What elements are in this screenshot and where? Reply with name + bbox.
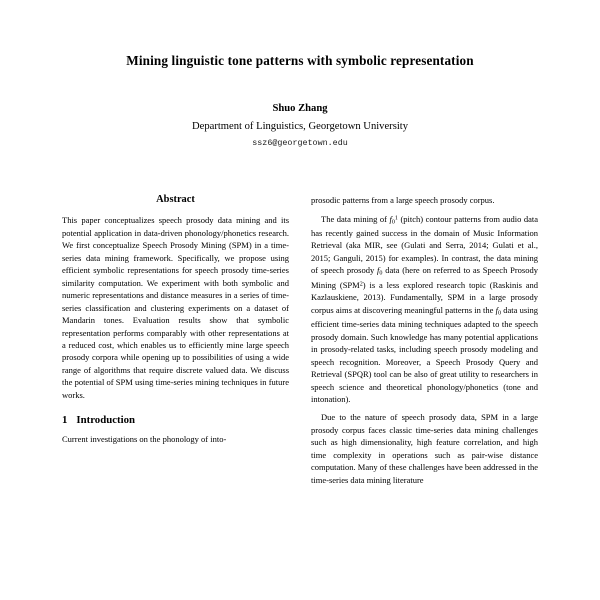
left-column: [62, 194, 289, 492]
section-number: 1: [62, 414, 68, 427]
right-col-paragraph-3: Due to the nature of speech prosody data, SPM in a large prosody corpus faces classic time-series data mining challenges such as high dimensionality, high feature correlation, and high time complexity in operations such as pair-wise distance computation. Many of these challenges have been addressed in the time-series data mining literature: [311, 412, 538, 485]
author-affiliation: Department of Linguistics, Georgetown University: [191, 121, 409, 133]
p2-seg-2: (pitch) contour patterns from audio data has recently gained success in the domain of Music Information Retrieval (aka MIR, see (Gulati and Serra, 2014; Gulati et al., 2015; Ganguli, 2015) for examples). In contrast, the data mining of speech prosody: [311, 213, 538, 276]
page-title: Mining linguistic tone patterns with symbolic representation: [126, 53, 474, 68]
p2-footnote-marker-2: 2: [359, 281, 363, 288]
p2-seg-1: The data mining of: [321, 213, 390, 224]
author-name: Shuo Zhang: [272, 103, 328, 115]
p2-seg-4: ) is a less explored research topic (Raskinis and Kazlauskiene, 2013). Fundamentally, SPM in a large prosody corpus aims at discovering meaningful patterns in the: [311, 279, 539, 315]
right-column: [311, 194, 538, 492]
p2-f0-subscript: 0: [391, 218, 395, 225]
author-block: [62, 103, 538, 148]
right-col-paragraph-2: [311, 213, 538, 406]
introduction-paragraph-1: Current investigations on the phonology of into-: [62, 434, 227, 445]
p2-seg-5: data using efficient time-series data mining techniques adapted to the speech prosody domain. Such knowledge has many potential applications in prosody-related tasks, including speech prosody modeling and speech recognition. Moreover, a Speech Prosody Query and Retrieval (SPQR) tool can be also of great utility to researchers in speech science and theoretical phonology/phonetics (tone and intonation).: [311, 304, 538, 404]
p2-f0-symbol: f: [389, 213, 392, 224]
p2-seg-3: data (here on referred to as Speech Prosody Mining (SPM: [311, 265, 538, 290]
section-heading-introduction: [62, 414, 289, 426]
section-title: Introduction: [76, 414, 136, 427]
p2-f0-symbol-3: f: [495, 304, 498, 315]
right-col-continuation: prosodic patterns from a large speech prosody corpus.: [311, 195, 495, 206]
p2-f0-subscript-3: 0: [497, 310, 502, 317]
abstract-text: This paper conceptualizes speech prosody data mining and its potential application in data-driven phonology/phonetics research. We first conceptualize Speech Prosody Mining (SPM) in a time-series data mining framework. Specifically, we propose using efficient symbolic representations for speech prosody time-series similarity computation. We experiment with both symbolic and numeric representations and distance measures in a series of time-series classification and clustering experiments on a dataset of Mandarin tones. Evaluation results show that symbolic representation performs comparably with other representations at a reduced cost, which enables us to efficiently mine large speech prosody corpora while opening up to possibilities of using a wide range of algorithms that require discrete valued data. We discuss the potential of SPM using time-series mining techniques in future works.: [62, 215, 289, 400]
p2-f0-subscript-2: 0: [379, 270, 383, 277]
p2-footnote-marker-1: 1: [394, 215, 398, 222]
author-email: ssz6@georgetown.edu: [252, 138, 348, 149]
two-column-body: [62, 194, 538, 492]
abstract-heading: Abstract: [156, 194, 195, 206]
p2-f0-symbol-2: f: [377, 265, 380, 276]
